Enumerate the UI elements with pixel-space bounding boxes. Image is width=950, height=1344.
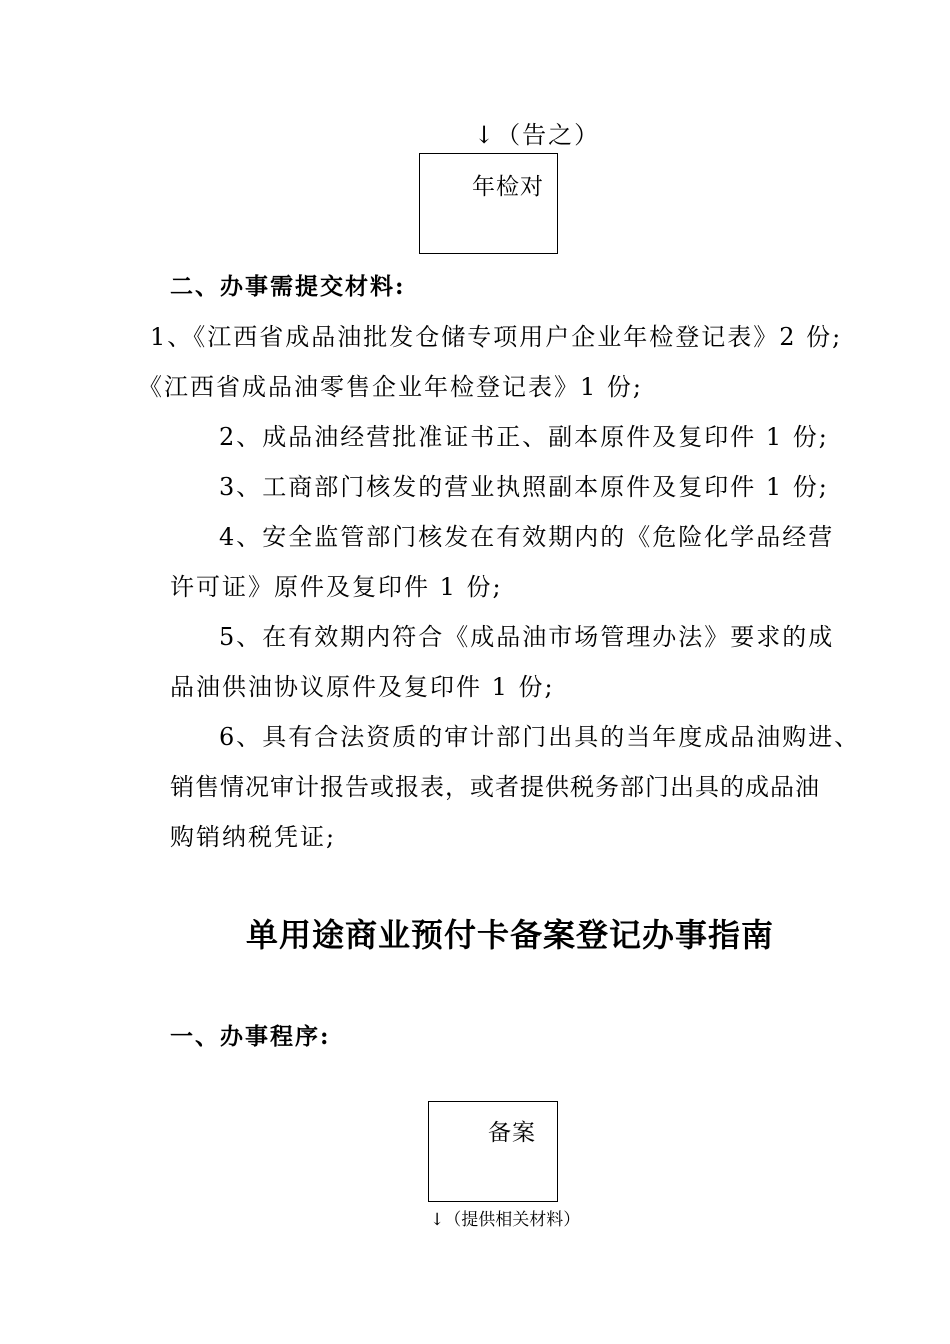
material-line: 购销纳税凭证; [170,823,337,851]
arrow-note-bottom: ↓（提供相关材料） [430,1210,581,1230]
material-line: 《江西省成品油零售企业年检登记表》1 份; [138,373,643,401]
section-heading-materials: 二、办事需提交材料: [170,273,406,300]
flow-box-filing [428,1101,558,1202]
section-heading-procedure: 一、办事程序: [170,1023,331,1050]
material-line: 许可证》原件及复印件 1 份; [170,573,503,601]
material-line: 2、成品油经营批准证书正、副本原件及复印件 1 份; [219,423,829,451]
material-line: 品油供油协议原件及复印件 1 份; [170,673,555,701]
flow-box-annual-inspection [419,153,558,254]
page-title: 单用途商业预付卡备案登记办事指南 [246,916,775,954]
material-line: 3、工商部门核发的营业执照副本原件及复印件 1 份; [219,473,829,501]
material-line: 6、具有合法资质的审计部门出具的当年度成品油购进、 [219,723,861,751]
flow-box-label: 年检对 [472,174,544,200]
material-line: 4、安全监管部门核发在有效期内的《危险化学品经营 [219,523,835,551]
flow-box-label: 备案 [488,1120,536,1146]
material-line: 5、在有效期内符合《成品油市场管理办法》要求的成 [219,623,835,651]
arrow-note-top: ↓（告之） [474,121,601,149]
material-line: 销售情况审计报告或报表，或者提供税务部门出具的成品油 [170,773,820,801]
material-line: 1、《江西省成品油批发仓储专项用户企业年检登记表》2 份; [150,323,843,351]
